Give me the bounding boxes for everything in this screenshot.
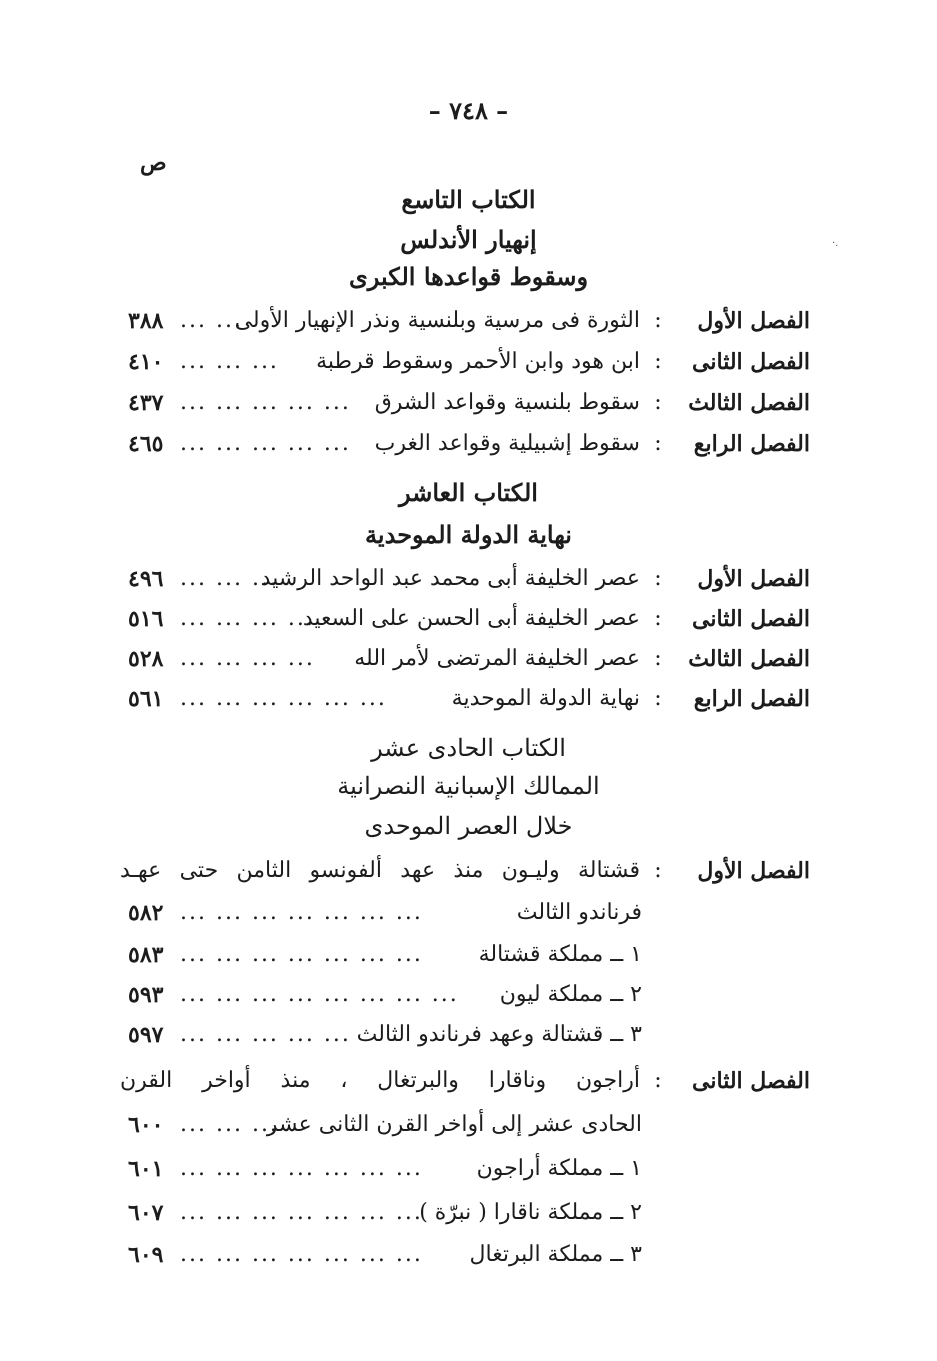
page-ref: ٦٠٩ bbox=[128, 1242, 164, 1268]
leader-dots: ... ... ... ... ... ... ... ... bbox=[180, 982, 459, 1007]
section-title: ١ ــ مملكة أراجون bbox=[476, 1156, 642, 1181]
section-title: ٣ ــ مملكة البرتغال bbox=[469, 1242, 642, 1267]
chapter-label: الفصل الرابع bbox=[693, 431, 810, 457]
book9-subtitle-2: وسقوط قواعدها الكبرى bbox=[348, 262, 589, 291]
chapter-title: عصر الخليفة أبى الحسن على السعيد bbox=[302, 606, 640, 631]
chapter-label: الفصل الثانى bbox=[692, 1068, 810, 1094]
book9-title: الكتاب التاسع bbox=[401, 185, 536, 214]
page-ref: ٥١٦ bbox=[128, 606, 164, 632]
toc-row-b10-ch1 bbox=[120, 566, 810, 604]
chapter-title: نهاية الدولة الموحدية bbox=[451, 686, 640, 711]
chapter-title: سقوط إشبيلية وقواعد الغرب bbox=[374, 431, 640, 456]
chapter-label: الفصل الأول bbox=[697, 566, 810, 592]
colon: : bbox=[654, 858, 662, 883]
chapter-title: قشتالة وليـون منذ عهد ألفونسو الثامن حتى عهـد bbox=[120, 858, 640, 883]
toc-row-b9-ch1 bbox=[120, 308, 810, 346]
colon: : bbox=[654, 390, 662, 415]
colon: : bbox=[654, 431, 662, 456]
leader-dots: ... ... ... ... ... ... ... bbox=[180, 1156, 423, 1181]
section-title: ١ ــ مملكة قشتالة bbox=[478, 942, 642, 967]
book11-title: الكتاب الحادى عشر bbox=[371, 734, 566, 762]
chapter-label: الفصل الأول bbox=[697, 858, 810, 884]
page-ref: ٤٩٦ bbox=[128, 566, 164, 592]
page-ref: ٥٦١ bbox=[128, 686, 164, 712]
toc-row-b11-ch1-item1 bbox=[120, 942, 810, 980]
leader-dots: ... ... ... ... bbox=[180, 646, 315, 671]
leader-dots: ... ... ... ... ... ... ... bbox=[180, 1200, 423, 1225]
chapter-title: ابن هود وابن الأحمر وسقوط قرطبة bbox=[316, 349, 640, 374]
chapter-label: الفصل الثالث bbox=[688, 646, 810, 672]
page-number: – ٧٤٨ – bbox=[428, 96, 509, 125]
toc-row-b9-ch3 bbox=[120, 390, 810, 428]
toc-row-b9-ch2 bbox=[120, 349, 810, 387]
chapter-title: عصر الخليفة المرتضى لأمر الله bbox=[354, 646, 640, 671]
page-ref: ٤٣٧ bbox=[128, 390, 164, 416]
page-ref: ٥٨٢ bbox=[128, 900, 164, 926]
colon: : bbox=[654, 646, 662, 671]
toc-row-b10-ch4 bbox=[120, 686, 810, 724]
toc-row-b10-ch3 bbox=[120, 646, 810, 684]
chapter-title: عصر الخليفة أبى محمد عبد الواحد الرشيد bbox=[260, 566, 640, 591]
toc-row-b11-ch2-cont bbox=[120, 1112, 810, 1150]
page-ref: ٥٨٣ bbox=[128, 942, 164, 968]
book10-subtitle: نهاية الدولة الموحدية bbox=[365, 520, 572, 549]
page-ref: ٦٠١ bbox=[128, 1156, 164, 1182]
page-column-header: ص bbox=[140, 150, 167, 176]
book9-subtitle: إنهيار الأندلس bbox=[400, 225, 537, 254]
leader-dots: ... ... ... bbox=[180, 349, 279, 374]
colon: : bbox=[654, 606, 662, 631]
toc-row-b11-ch2-item1 bbox=[120, 1156, 810, 1194]
scan-speck: ·. bbox=[832, 238, 839, 249]
leader-dots: ... ... ... bbox=[180, 1112, 279, 1137]
leader-dots: ... ... bbox=[180, 308, 243, 333]
page-ref: ٤٦٥ bbox=[128, 431, 164, 457]
page-ref: ٤١٠ bbox=[128, 349, 164, 375]
leader-dots: ... ... ... ... ... ... bbox=[180, 686, 387, 711]
page-ref: ٣٨٨ bbox=[128, 308, 164, 334]
chapter-title: الثورة فى مرسية وبلنسية ونذر الإنهيار الأولى bbox=[234, 308, 640, 333]
book11-subtitle-2: خلال العصر الموحدى bbox=[364, 812, 573, 840]
chapter-title: سقوط بلنسية وقواعد الشرق bbox=[374, 390, 640, 415]
section-title: ٣ ــ قشتالة وعهد فرناندو الثالث bbox=[356, 1022, 642, 1047]
leader-dots: ... ... ... ... ... bbox=[180, 1022, 351, 1047]
toc-row-b11-ch2-item2 bbox=[120, 1200, 810, 1238]
page-ref: ٥٩٣ bbox=[128, 982, 164, 1008]
page-ref: ٥٢٨ bbox=[128, 646, 164, 672]
toc-row-b10-ch2 bbox=[120, 606, 810, 644]
chapter-title-continued: الحادى عشر إلى أواخر القرن الثانى عشر bbox=[266, 1112, 642, 1137]
colon: : bbox=[654, 1068, 662, 1093]
toc-row-b11-ch1-item3 bbox=[120, 1022, 810, 1060]
chapter-label: الفصل الأول bbox=[697, 308, 810, 334]
colon: : bbox=[654, 308, 662, 333]
chapter-label: الفصل الثانى bbox=[692, 349, 810, 375]
toc-row-b11-ch1-cont bbox=[120, 900, 810, 938]
section-title: ٢ ــ مملكة ليون bbox=[499, 982, 642, 1007]
toc-row-b11-ch1-item2 bbox=[120, 982, 810, 1020]
leader-dots: ... ... ... ... ... bbox=[180, 390, 351, 415]
book11-subtitle: الممالك الإسبانية النصرانية bbox=[337, 772, 600, 800]
leader-dots: ... ... ... ... ... bbox=[180, 431, 351, 456]
leader-dots: ... ... ... ... ... ... ... bbox=[180, 900, 423, 925]
leader-dots: ... ... ... bbox=[180, 566, 279, 591]
chapter-title-continued: فرناندو الثالث bbox=[516, 900, 642, 925]
toc-row-b11-ch1 bbox=[120, 858, 810, 896]
page-ref: ٦٠٧ bbox=[128, 1200, 164, 1226]
toc-row-b11-ch2-item3 bbox=[120, 1242, 810, 1280]
colon: : bbox=[654, 686, 662, 711]
colon: : bbox=[654, 566, 662, 591]
colon: : bbox=[654, 349, 662, 374]
book10-title: الكتاب العاشر bbox=[399, 478, 538, 507]
chapter-label: الفصل الثانى bbox=[692, 606, 810, 632]
toc-row-b11-ch2 bbox=[120, 1068, 810, 1106]
toc-row-b9-ch4 bbox=[120, 431, 810, 469]
chapter-title: أراجون وناقارا والبرتغال ، منذ أواخر القرن bbox=[120, 1068, 640, 1093]
leader-dots: ... ... ... ... ... ... ... bbox=[180, 1242, 423, 1267]
leader-dots: ... ... ... ... bbox=[180, 606, 315, 631]
chapter-label: الفصل الثالث bbox=[688, 390, 810, 416]
chapter-label: الفصل الرابع bbox=[693, 686, 810, 712]
section-title: ٢ ــ مملكة ناقارا ( نبرّة ) bbox=[419, 1200, 642, 1225]
page-ref: ٥٩٧ bbox=[128, 1022, 164, 1048]
page-ref: ٦٠٠ bbox=[128, 1112, 164, 1138]
leader-dots: ... ... ... ... ... ... ... bbox=[180, 942, 423, 967]
